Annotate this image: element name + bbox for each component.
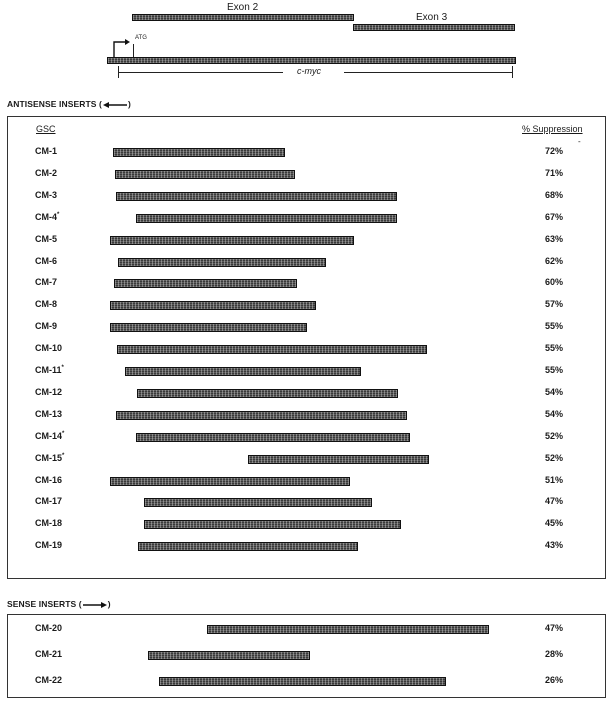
antisense-suppression-value: 63% bbox=[545, 233, 564, 244]
antisense-row-label bbox=[35, 475, 62, 485]
sense-suppression-value: 26% bbox=[545, 675, 564, 685]
antisense-row-label bbox=[35, 518, 62, 528]
antisense-suppression-value: 52% bbox=[545, 430, 564, 441]
antisense-insert-bar bbox=[248, 455, 429, 464]
full-gene-bar bbox=[107, 57, 516, 64]
antisense-insert-bar bbox=[115, 170, 295, 179]
asterisk-mark: * bbox=[62, 452, 65, 459]
antisense-insert-bar bbox=[137, 389, 398, 398]
insert-name: CM-13 bbox=[35, 408, 63, 419]
sense-insert-bar bbox=[159, 677, 446, 686]
antisense-row-label bbox=[35, 365, 64, 375]
antisense-row-label bbox=[35, 453, 64, 463]
antisense-insert-bar bbox=[136, 214, 397, 223]
transcription-start-arrow-icon bbox=[112, 38, 132, 58]
insert-name: CM-1 bbox=[35, 146, 57, 156]
antisense-title: ANTISENSE INSERTS ( ) bbox=[7, 99, 131, 109]
insert-name: CM-10 bbox=[35, 343, 63, 354]
antisense-suppression-value: 55% bbox=[545, 365, 564, 375]
antisense-suppression-value: 71% bbox=[545, 167, 564, 178]
exon2-bar bbox=[132, 14, 354, 21]
antisense-suppression-value: 54% bbox=[545, 386, 564, 397]
insert-name: CM-11 bbox=[35, 365, 62, 375]
sense-insert-bar bbox=[207, 625, 489, 634]
sense-row-label bbox=[35, 675, 62, 685]
antisense-insert-bar bbox=[110, 477, 350, 486]
left-arrow-icon bbox=[102, 101, 128, 109]
atg-tick bbox=[133, 44, 134, 57]
asterisk-mark: * bbox=[62, 430, 65, 437]
antisense-insert-bar bbox=[118, 258, 326, 267]
antisense-insert-bar bbox=[113, 148, 285, 157]
insert-name: CM-7 bbox=[35, 277, 57, 288]
sense-title: SENSE INSERTS ( ) bbox=[7, 599, 111, 609]
antisense-row-label bbox=[35, 321, 57, 331]
antisense-row-label bbox=[35, 431, 64, 441]
insert-name: CM-19 bbox=[35, 540, 63, 551]
antisense-row-label bbox=[35, 496, 62, 506]
antisense-row-label bbox=[35, 343, 62, 353]
cmyc-span-line-left bbox=[118, 72, 283, 73]
antisense-insert-bar bbox=[116, 411, 407, 420]
insert-name: CM-6 bbox=[35, 255, 57, 266]
antisense-insert-bar bbox=[136, 433, 410, 442]
insert-name: CM-17 bbox=[35, 496, 63, 507]
antisense-row-label bbox=[35, 256, 57, 266]
gsc-header: GSC bbox=[36, 124, 56, 134]
insert-name: CM-3 bbox=[35, 189, 57, 200]
antisense-suppression-value: 60% bbox=[545, 277, 564, 288]
exon2-label: Exon 2 bbox=[227, 2, 259, 13]
insert-name: CM-22 bbox=[35, 675, 63, 685]
antisense-insert-bar bbox=[144, 520, 401, 529]
antisense-insert-bar bbox=[116, 192, 397, 201]
suppression-header: % Suppression bbox=[522, 124, 583, 134]
header-dash-mark: - bbox=[578, 137, 581, 146]
antisense-suppression-value: 57% bbox=[545, 299, 564, 310]
antisense-row-label bbox=[35, 190, 57, 200]
antisense-row-label bbox=[35, 299, 57, 309]
antisense-insert-bar bbox=[110, 236, 354, 245]
insert-name: CM-12 bbox=[35, 386, 63, 397]
insert-name: CM-21 bbox=[35, 649, 63, 659]
antisense-row-label bbox=[35, 212, 59, 222]
antisense-row-label bbox=[35, 146, 57, 156]
right-arrow-icon bbox=[82, 601, 108, 609]
antisense-insert-bar bbox=[110, 323, 307, 332]
antisense-row-label bbox=[35, 409, 62, 419]
insert-name: CM-5 bbox=[35, 233, 57, 244]
antisense-suppression-value: 62% bbox=[545, 255, 564, 266]
antisense-row-label bbox=[35, 277, 57, 287]
insert-name: CM-16 bbox=[35, 474, 63, 485]
asterisk-mark: * bbox=[57, 211, 60, 218]
atg-label: ATG bbox=[135, 35, 147, 41]
antisense-insert-bar bbox=[110, 301, 316, 310]
antisense-suppression-value: 51% bbox=[545, 474, 564, 485]
antisense-insert-bar bbox=[117, 345, 427, 354]
antisense-suppression-value: 45% bbox=[545, 518, 564, 529]
sense-row-label bbox=[35, 623, 62, 633]
antisense-suppression-value: 72% bbox=[545, 146, 564, 156]
sense-insert-bar bbox=[148, 651, 310, 660]
antisense-suppression-value: 68% bbox=[545, 189, 564, 200]
antisense-row-label bbox=[35, 540, 62, 550]
sense-suppression-value: 47% bbox=[545, 623, 564, 633]
antisense-insert-bar bbox=[138, 542, 358, 551]
antisense-insert-bar bbox=[125, 367, 361, 376]
antisense-row-label bbox=[35, 234, 57, 244]
sense-suppression-value: 28% bbox=[545, 649, 564, 659]
exon3-bar bbox=[353, 24, 515, 31]
insert-name: CM-14 bbox=[35, 430, 63, 441]
antisense-suppression-value: 47% bbox=[545, 496, 564, 507]
insert-name: CM-8 bbox=[35, 299, 57, 310]
antisense-suppression-value: 55% bbox=[545, 343, 564, 354]
antisense-insert-bar bbox=[114, 279, 297, 288]
antisense-suppression-value: 55% bbox=[545, 321, 564, 332]
insert-name: CM-15 bbox=[35, 452, 63, 463]
antisense-suppression-value: 54% bbox=[545, 408, 564, 419]
cmyc-span-line-right bbox=[344, 72, 513, 73]
antisense-suppression-value: 43% bbox=[545, 540, 564, 551]
cmyc-label: c-myc bbox=[297, 66, 321, 76]
antisense-row-label bbox=[35, 168, 57, 178]
antisense-suppression-value: 67% bbox=[545, 211, 564, 222]
exon3-label: Exon 3 bbox=[416, 12, 448, 23]
antisense-row-label bbox=[35, 387, 62, 397]
antisense-suppression-value: 52% bbox=[545, 452, 564, 463]
insert-name: CM-4 bbox=[35, 211, 57, 222]
antisense-insert-bar bbox=[144, 498, 372, 507]
insert-name: CM-18 bbox=[35, 518, 63, 529]
insert-name: CM-20 bbox=[35, 623, 63, 633]
sense-row-label bbox=[35, 649, 62, 659]
insert-name: CM-9 bbox=[35, 321, 57, 332]
asterisk-mark: * bbox=[61, 365, 64, 371]
insert-name: CM-2 bbox=[35, 167, 57, 178]
